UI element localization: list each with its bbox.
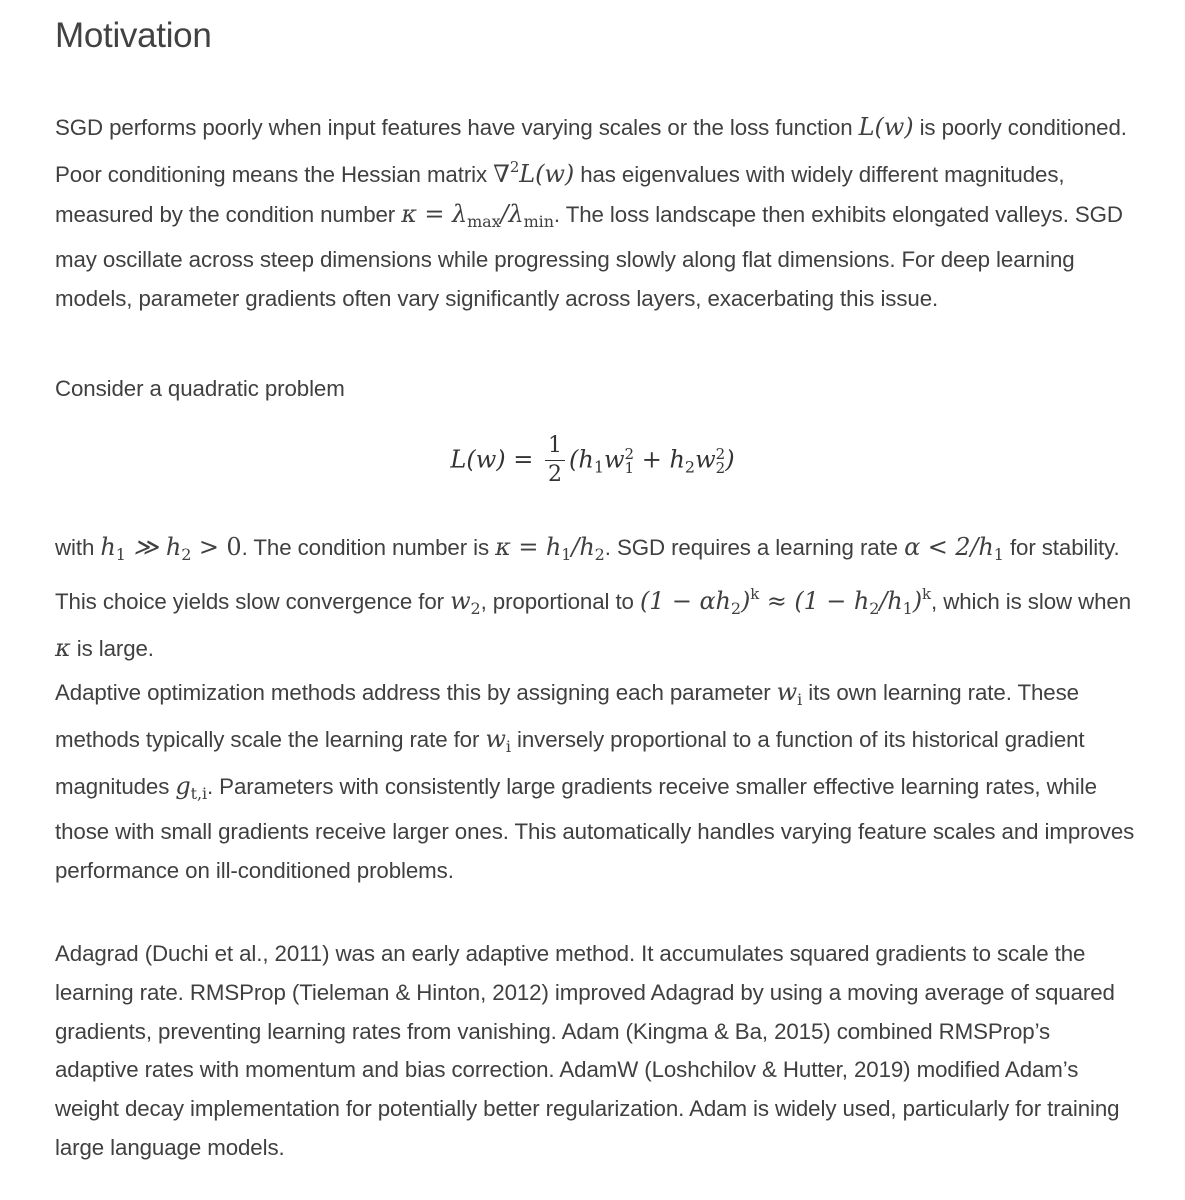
math-lambda: /λ [500, 199, 524, 228]
text: for stability. This choice yields slow convergence for [55, 535, 1120, 614]
paragraph-history: Adagrad (Duchi et al., 2011) was an early adaptive method. It accumulates squared gradients to scale the learning rate. RMSProp (Tieleman & Hinton, 2012) improved Adagrad by using a moving average of squared gradients, preventing learning rates from vanishing. Adam (Kingma & Ba, 2015) combined RMSProp’s adaptive rates with momentum and bias correction. AdamW (Loshchilov & Hutter, 2019) modified Adam’s weight decay implementation for potentially better regularization. Adam is widely used, particularly for training large language models. [55, 941, 1120, 1160]
eq-sub: 2 [684, 457, 696, 477]
eq-sub: 2 [715, 458, 726, 477]
text: . The loss landscape then exhibits elongated valleys. SGD may oscillate across steep dimensions while progressing slowly along flat dimensions. For deep learning models, parameter gradients often vary significantly across layers, exacerbating this issue. [55, 201, 1123, 312]
math: g [175, 771, 191, 800]
math: ) [741, 586, 751, 615]
text: . SGD requires a learning rate [604, 535, 905, 560]
math-sub: 1 [902, 598, 913, 618]
text: inversely proportional to a function of its historical gradient magnitudes [55, 726, 1085, 799]
text: with [55, 535, 101, 560]
section-heading: Motivation [55, 16, 212, 55]
eq-frac-num: 1 [545, 432, 565, 461]
math-sub: 1 [993, 545, 1004, 564]
eq-sub: 1 [624, 458, 635, 477]
math: > 0 [191, 533, 242, 561]
math: (1 − αh [639, 586, 731, 615]
math-sub: i [505, 736, 511, 756]
text: is large. [70, 635, 154, 661]
math: w [776, 678, 798, 706]
math-sub: t,i [190, 783, 207, 803]
math-sup: k [922, 584, 932, 603]
math-sub: 2 [181, 545, 192, 564]
math: /h [879, 586, 903, 615]
paragraph-adaptive [55, 673, 1135, 891]
math: h [100, 533, 116, 561]
eq-sub: 1 [593, 457, 604, 477]
math: κ [55, 633, 71, 662]
text: Adaptive optimization methods address this by assigning each parameter [55, 680, 777, 705]
paragraph-consider: Consider a quadratic problem [55, 376, 345, 401]
eq-fraction [545, 432, 565, 489]
math-loss: L(w) [519, 159, 575, 188]
math: κ = h [495, 533, 562, 561]
paragraph-motivation [55, 108, 1135, 319]
math: /h [571, 533, 595, 561]
math-sub: i [797, 690, 803, 709]
display-equation [0, 432, 1185, 502]
math: ) [912, 586, 923, 615]
text: is poorly conditioned. Poor conditioning means the Hessian matrix [55, 115, 1127, 187]
eq-term: (h [568, 445, 594, 474]
eq-sup: 2 [624, 444, 635, 463]
math-sub: 1 [115, 545, 126, 564]
math-sub: max [467, 211, 501, 231]
eq-supsub [624, 444, 635, 477]
math-sub: 2 [730, 598, 742, 618]
text: has eigenvalues with widely different magnitudes, measured by the condition number [55, 161, 1065, 227]
eq-supsub [715, 444, 726, 477]
math-loss: L(w) [858, 113, 914, 141]
eq-var: w [604, 445, 625, 474]
eq-frac-den: 2 [547, 462, 562, 487]
math-sub: 2 [594, 545, 605, 564]
text: . Parameters with consistently large gradients receive smaller effective learning rates, while those with small gradients receive larger ones. This automatically handles varying feature scales and improves performance on ill-conditioned problems. [55, 773, 1135, 884]
math-condition-number: κ = λ [401, 199, 468, 228]
math: ≫ h [125, 533, 182, 561]
math-nabla: ∇ [493, 159, 510, 188]
math-sub: 1 [561, 545, 572, 564]
math-sup: 2 [509, 157, 520, 176]
eq-term: + h [634, 445, 685, 474]
math-sup: k [750, 584, 760, 603]
text: , which is slow when [931, 588, 1132, 614]
text: SGD performs poorly when input features have varying scales or the loss function [55, 115, 859, 140]
eq-term: ) [725, 445, 735, 474]
math-sub: 2 [470, 598, 481, 618]
text: . The condition number is [241, 535, 496, 560]
paragraph-sgd-rate [55, 528, 1135, 668]
math: w [485, 724, 506, 753]
math-sub: 2 [869, 598, 880, 618]
eq-var: w [695, 445, 716, 474]
math: w [450, 586, 471, 615]
math: ≈ (1 − h [759, 586, 870, 615]
math-sub: min [523, 211, 554, 231]
text: , proportional to [480, 588, 640, 614]
eq-sup: 2 [715, 444, 726, 463]
eq-lhs: L(w) = [450, 445, 541, 474]
text: its own learning rate. These methods typically scale the learning rate for [55, 680, 1079, 752]
math: α < 2/h [904, 533, 994, 561]
